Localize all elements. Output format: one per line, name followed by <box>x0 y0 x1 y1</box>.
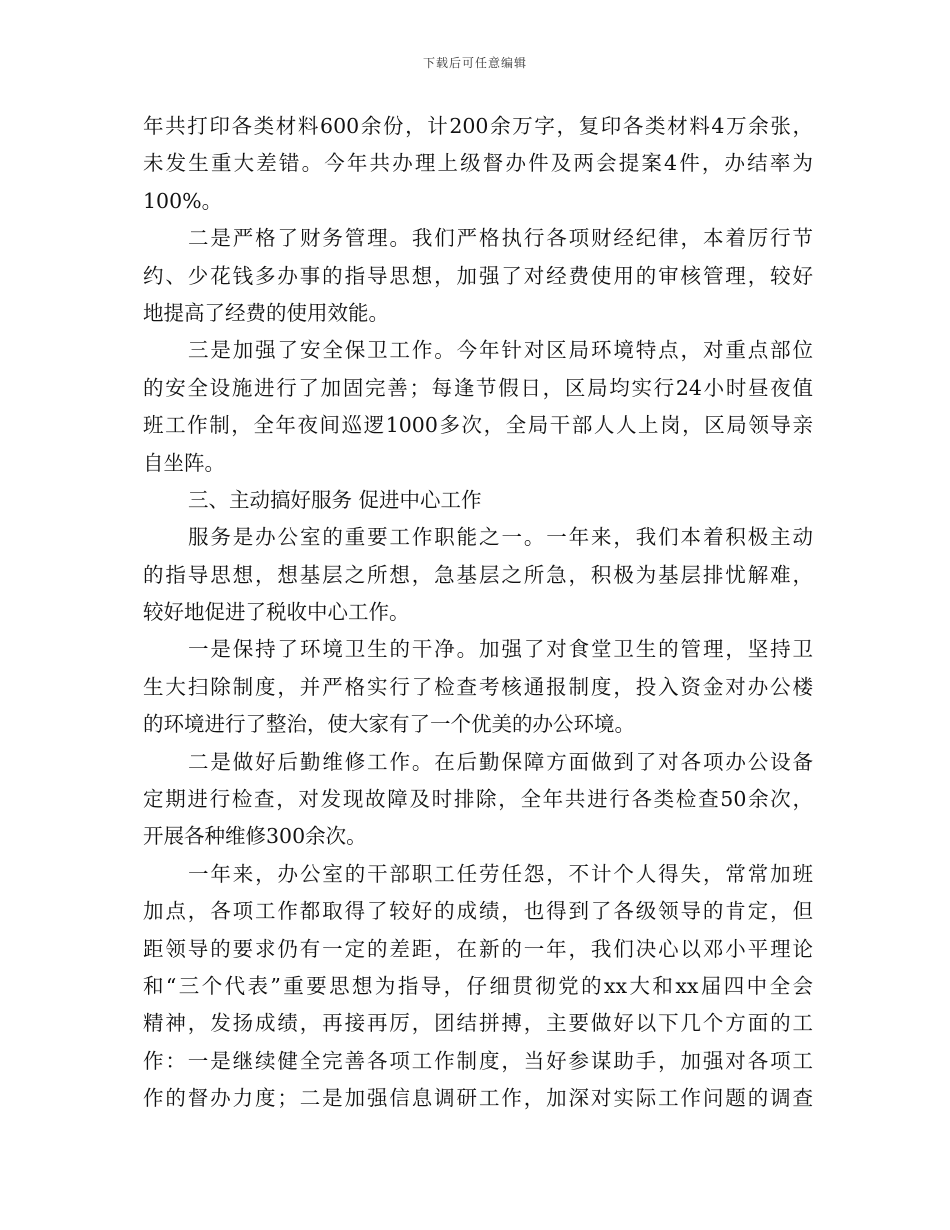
text-line: 未发生重大差错。今年共办理上级督办件及两会提案4件，办结率为 <box>143 151 813 176</box>
text-line: 100%。 <box>143 188 223 213</box>
text-line: 的环境进行了整治，使大家有了一个优美的办公环境。 <box>143 712 635 737</box>
text-line: 的安全设施进行了加固完善；每逢节假日，区局均实行24小时昼夜值 <box>143 375 813 400</box>
text-line: 二是做好后勤维修工作。在后勤保障方面做到了对各项办公设备 <box>188 749 813 774</box>
text-line: 距领导的要求仍有一定的差距，在新的一年，我们决心以邓小平理论 <box>143 936 813 961</box>
text-line: 一年来，办公室的干部职工任劳任怨，不计个人得失，常常加班 <box>188 861 813 886</box>
text-line: 地提高了经费的使用效能。 <box>143 300 389 325</box>
text-line: 的指导思想，想基层之所想，急基层之所急，积极为基层排忧解难， <box>143 562 813 587</box>
text-line: 作的督办力度；二是加强信息调研工作，加深对实际工作问题的调查 <box>143 1086 813 1111</box>
text-line: 三是加强了安全保卫工作。今年针对区局环境特点，对重点部位 <box>188 338 813 363</box>
text-line: 班工作制，全年夜间巡逻1000多次，全局干部人人上岗，区局领导亲 <box>143 413 813 438</box>
text-line: 加点，各项工作都取得了较好的成绩，也得到了各级领导的肯定，但 <box>143 899 813 924</box>
text-line: 一是保持了环境卫生的干净。加强了对食堂卫生的管理，坚持卫 <box>188 637 813 662</box>
text-line: 自坐阵。 <box>143 450 225 475</box>
text-line: 服务是办公室的重要工作职能之一。一年来，我们本着积极主动 <box>188 525 813 550</box>
text-line: 较好地促进了税收中心工作。 <box>143 600 410 625</box>
body-text <box>143 108 813 1118</box>
text-line: 和“三个代表”重要思想为指导，仔细贯彻党的xx大和xx届四中全会 <box>143 973 813 998</box>
text-line: 开展各种维修300余次。 <box>143 824 367 849</box>
text-line: 二是严格了财务管理。我们严格执行各项财经纪律，本着厉行节 <box>188 226 813 251</box>
page-header: 下载后可任意编辑 <box>422 56 527 70</box>
text-line: 三、主动搞好服务 促进中心工作 <box>188 487 482 512</box>
text-line: 生大扫除制度，并严格实行了检查考核通报制度，投入资金对办公楼 <box>143 674 813 699</box>
text-line: 约、少花钱多办事的指导思想，加强了对经费使用的审核管理，较好 <box>143 263 813 288</box>
text-line: 定期进行检查，对发现故障及时排除，全年共进行各类检查50余次， <box>143 787 813 812</box>
text-line: 精神，发扬成绩，再接再厉，团结拼搏，主要做好以下几个方面的工 <box>143 1011 813 1036</box>
text-line: 年共打印各类材料600余份，计200余万字，复印各类材料4万余张， <box>143 114 813 138</box>
text-line: 作：一是继续健全完善各项工作制度，当好参谋助手，加强对各项工 <box>143 1048 813 1073</box>
